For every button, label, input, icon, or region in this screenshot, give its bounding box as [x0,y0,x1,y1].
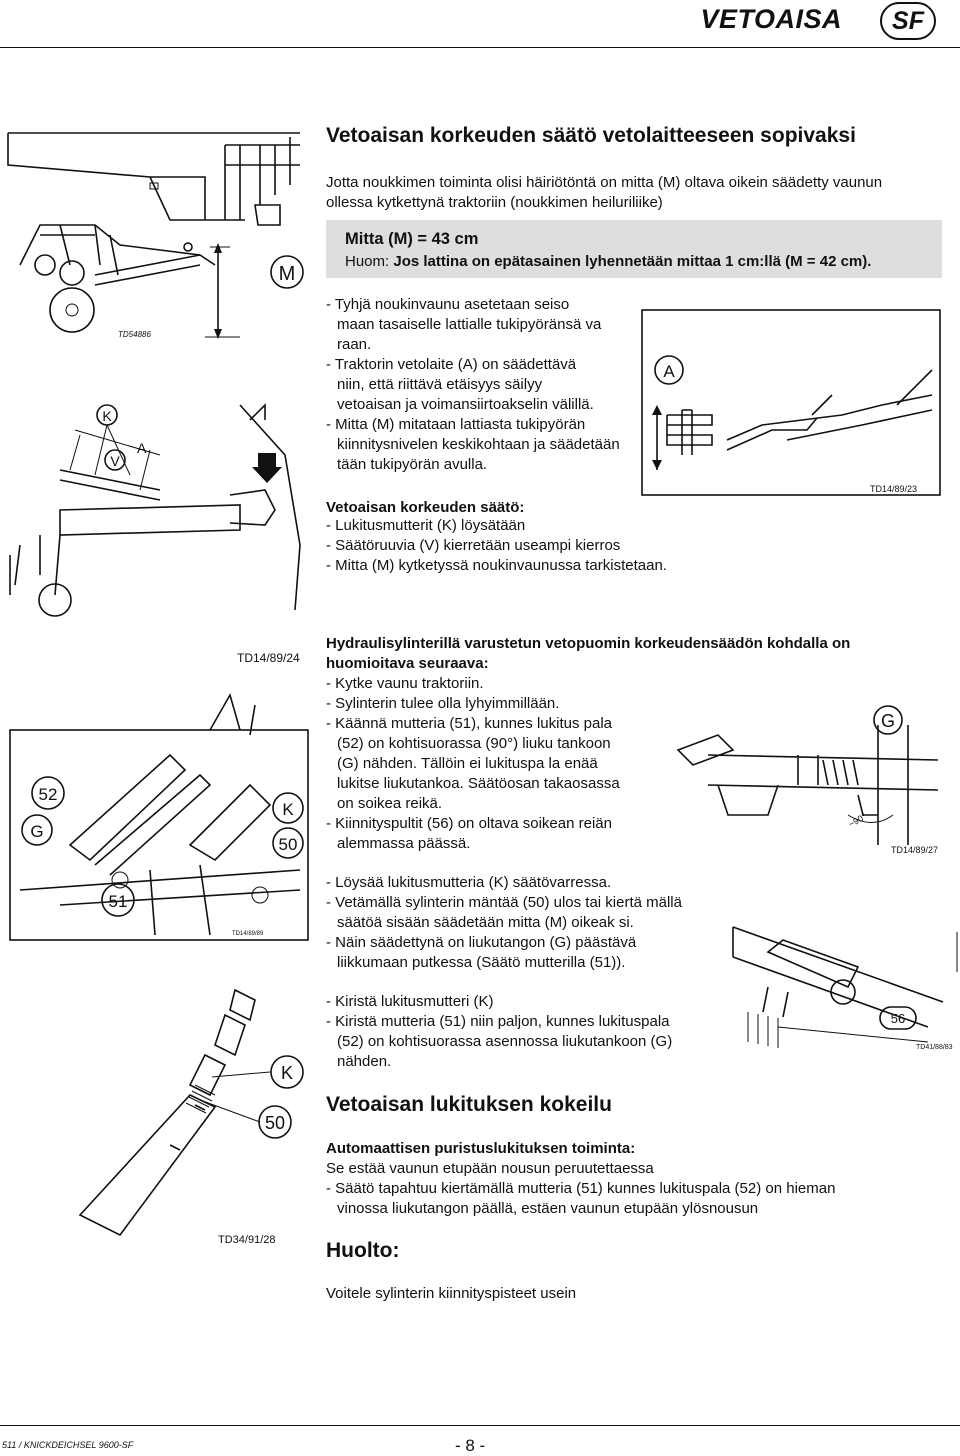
step-line: - Vetämällä sylinterin mäntää (50) ulos tai kiertä mällä [326,894,682,911]
header-rule [0,47,960,48]
section3-heading: Vetoaisan lukituksen kokeilu [326,1093,612,1116]
footer-rule [0,1425,960,1426]
bullet-line: vetoaisan ja voimansiirtoakselin välillä. [337,396,594,413]
section2-steps-3 [326,992,726,1072]
text-line: - Säätö tapahtuu kiertämällä mutteria (51) kunnes lukituspala (52) on hieman [326,1180,836,1197]
text-line: vinossa liukutangon päällä, estäen vaunun etupään ylösnousun [337,1200,759,1217]
section1-heading: Vetoaisan korkeuden säätö vetolaitteeseen sopivaksi [326,124,856,147]
bullet-line: kiinnitysnivelen keskikohtaan ja säädetään [337,436,620,453]
section2-steps-2 [326,873,736,973]
step-line: liikkumaan putkessa (Säätö mutterilla (51)). [337,954,626,971]
page-number: - 8 - [455,1436,486,1455]
label-v: V [110,453,120,469]
language-badge: SF [880,2,936,40]
section2-heading-line-2: huomioitava seuraava: [326,655,489,672]
label-51: 51 [108,892,128,911]
section4-heading: Huolto: [326,1239,400,1262]
step-line: - Näin säädettynä on liukutangon (G) päästävä [326,934,637,951]
label-g: G [30,822,44,841]
section2-heading-line-1: Hydraulisylinterillä varustetun vetopuomin korkeudensäädön kohdalla on [326,635,851,652]
step-line: - Löysää lukitusmutteria (K) säätövarressa. [326,874,612,891]
section2-steps [326,674,686,854]
label-k: K [102,408,112,424]
step-line: - Kiristä mutteria (51) niin paljon, kunnes lukituspala [326,1013,670,1030]
adjust-step: - Säätöruuvia (V) kierretään useampi kierros [326,537,621,554]
text-line: Se estää vaunun etupään nousun peruutettaessa [326,1160,654,1177]
figure-slide-rod [678,705,948,860]
step-line: (52) on kohtisuorassa (90°) liuku tankoon [337,735,611,752]
label-50-cyl2: 50 [264,1113,286,1133]
note-body: Jos lattina on epätasainen lyhennetään mittaa 1 cm:llä (M = 42 cm). [393,253,872,270]
intro-line-1: Jotta noukkimen toiminta olisi häiriötöntä on mitta (M) oltava oikein säädetty vaunun [326,174,883,191]
label-k-cyl: K [282,800,294,819]
step-line: - Kiristä lukitusmutteri (K) [326,993,494,1010]
step-line: - Sylinterin tulee olla lyhyimmillään. [326,695,560,712]
fig1-ref: TD54886 [118,330,151,339]
step-line: (G) nähden. Tällöin ei lukituspa la enää [337,755,598,772]
figure-bolt-56 [728,912,960,1057]
note-title: Mitta (M) = 43 cm [345,230,479,248]
label-50: 50 [278,835,298,854]
figure-drawbar-adjust [0,395,310,620]
fig4-small-ref: TD14/89/89 [232,931,264,937]
step-line: lukitse liukutankoa. Säätöosan takaosassa [337,775,620,792]
fig7-ref: TD34/91/28 [218,1234,276,1246]
step-line: on soikea reikä. [337,795,443,812]
down-arrow-icon [252,453,282,483]
bullet-line: maan tasaiselle lattialle tukipyöränsä va [337,316,602,333]
label-g-rod: G [880,711,896,731]
label-56: 56 [890,1011,906,1026]
header-title: VETOAISA [700,4,842,34]
angle-label: ~90° [846,811,869,830]
adjust-step: - Mitta (M) kytketyssä noukinvaunussa tarkistetaan. [326,557,667,574]
adjust-heading: Vetoaisan korkeuden säätö: [326,499,525,516]
step-line: - Kytke vaunu traktoriin. [326,675,484,692]
figure-cylinder-k50 [0,985,310,1245]
step-line: säätöä sisään säädetään mitta (M) oikeak si. [337,914,634,931]
section4-text: Voitele sylinterin kiinnityspisteet usein [326,1285,577,1302]
footer-doc-id: 511 / KNICKDEICHSEL 9600-SF [2,1440,134,1450]
note-box [326,220,942,278]
adjust-steps [326,516,667,576]
section3-lines [326,1159,946,1219]
fig3-ref: TD14/89/23 [870,484,918,494]
note-text [345,253,871,270]
bullet-line: - Mitta (M) mitataan lattiasta tukipyörän [326,416,586,433]
fig5-ref: TD14/89/27 [891,845,939,855]
label-a: A [137,440,147,456]
bullet-line: - Traktorin vetolaite (A) on säädettävä [326,356,577,373]
step-line: - Käännä mutteria (51), kunnes lukitus pala [326,715,612,732]
step-line: (52) on kohtisuorassa asennossa liukutankoon (G) [337,1033,673,1050]
fig4-ref: TD14/89/24 [237,651,300,665]
label-m: M [278,263,296,285]
bullet-line: - Tyhjä noukinvaunu asetetaan seiso [326,296,570,313]
label-52: 52 [38,785,58,804]
bullet-list-1 [326,295,646,475]
fig6-ref: TD41/88/83 [916,1044,953,1051]
trailer-body-outline [8,133,300,220]
label-a-hitch: A [663,362,675,381]
bullet-line: raan. [337,336,372,353]
step-line: alemmassa päässä. [337,835,471,852]
intro-line-2: ollessa kytkettynä traktoriin (noukkimen heiluriliike) [326,194,663,211]
figure-tractor-hitch [642,310,942,500]
section3-subheading: Automaattisen puristuslukituksen toiminta: [326,1140,636,1157]
adjust-step: - Lukitusmutterit (K) löysätään [326,517,526,534]
step-line: nähden. [337,1053,392,1070]
bullet-line: niin, että riittävä etäisyys säilyy [337,376,543,393]
figure-trailer-height [0,125,320,345]
step-line: - Kiinnityspultit (56) on oltava soikean reiän [326,815,612,832]
bullet-line: tään tukipyörän avulla. [337,456,488,473]
note-prefix: Huom: [345,253,394,270]
label-k-cyl2: K [280,1063,294,1083]
figure-cylinder-assembly [0,645,315,940]
